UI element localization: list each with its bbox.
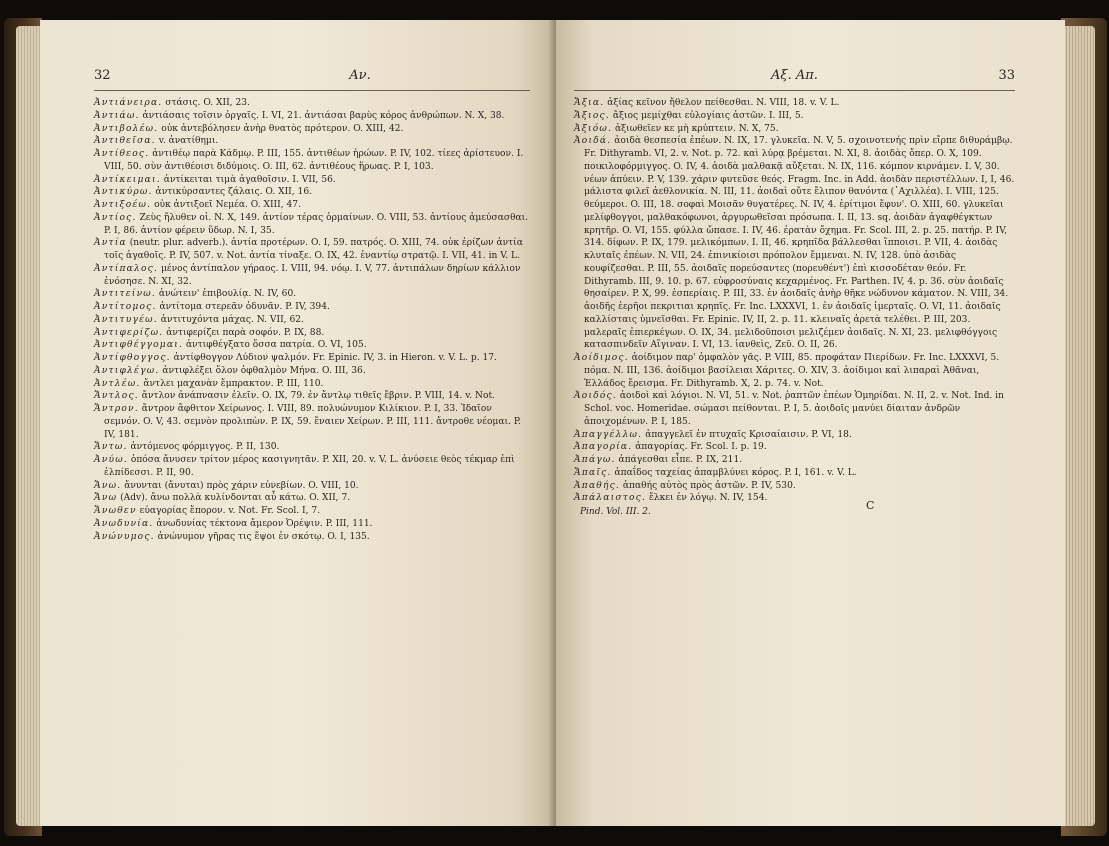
lexicon-entry [94,403,530,441]
entry-text: (Adv). ἄνω πολλὰ κυλίνδονται αὖ κάτω. O. XII, 7. [120,493,351,504]
entry-text: ἀπάγεσθαι εἶπε. P. IX, 211. [618,455,743,465]
lexicon-entry [574,441,1015,454]
entry-text: ἄξιος μεμίχθαι εὐλογίαις ἀστῶν. I. III, 5. [612,110,804,121]
entry-text: ὁπόσα ἄνυσεν τρίτον μέρος κασιγνητᾶν. P. XII, 20. v. V. L. ἀνύσειε θεὸς τέκμαρ ἐπὶ ἐλπίδεσσι. P. II, 90. [104,455,515,478]
lexicon-entry [574,110,1015,123]
lexicon-entry [574,390,1015,428]
entry-lemma: Ἀντία [94,238,127,249]
lexicon-entry [94,148,530,174]
lexicon-entry [574,97,1015,110]
lexicon-entry [94,301,530,314]
entry-lemma: Ἀντιφερίζω. [94,327,164,338]
lexicon-entry [94,365,530,378]
entry-text: οὐκ ἀντεβόλησεν ἀνὴρ θνατὸς πρότερον. O. XIII, 42. [161,123,404,134]
entry-lemma: Ἄξιος. [574,110,610,121]
right-page [556,20,1065,826]
signature-letter: C [866,499,875,512]
entry-lemma: Ἀπαγγέλλω. [574,429,643,440]
entry-lemma: Ἄνωθεν [94,506,137,516]
entry-lemma: Ἀοιδός. [574,391,617,402]
lexicon-entry [94,390,530,403]
lexicon-entry [574,429,1015,442]
lexicon-entry [94,263,530,289]
lexicon-entry [94,288,530,301]
lexicon-entry [94,212,530,238]
lexicon-entry [94,327,530,340]
lexicon-entry [94,352,530,365]
entry-lemma: Ἀντιάνειρα. [94,98,163,108]
lexicon-entry [94,492,530,505]
entry-text: ἀοιδὰ θεσπεσία ἐπέων. N. IX, 17. γλυκεῖα. N. V, 5. σχοινοτενής πρὶν εἴρπε διθυράμβῳ. Fr. Dithyramb. VI, 2. v. Not. p. 72. καὶ λύρᾳ βρέμεται. N. XI, 8. ἀοιδὰς ὄπερ. O. X, 109. ποικιλοφόρμιγγος. O. IV, 4. ἀοιδὰ μαλθακᾷ αὔξεται. N. IX, 116. κόμπον κιρνάμεν. I. V, 30. νέων ἀπύειν. P. V, 139. χάριν φυτεῦσε θεός. Fragm. Inc. in Add. ἀοιδὰν περιστέλλων. I, I, 46. μάλιστα φιλεῖ ἀεθλονικία. N. III, 11. ἀοιδαὶ οὔτε ἔλιπον θανόντα (᾽Αχιλλέα). I. VIII, 125. θεύμεροι. O. III, 18. σοφαὶ Μοισᾶν θυγατέρες. N. IV, 4. ἐρίτιμοι ἔφυν'. O. XIII, 60. γλυκεῖαι μελίφθογγοι, μαλθακόφωνοι, ἀργυρωθεῖσαι πρόσωπα. I. II, 13. sq. ἀοιδὰν ἀγαφθέγκτων κρητῆρ. O. VI, 155. φύλλα ὤπασε. I. IV, 46. ἐρατὰν ὄχημα. Fr. Scol. III, 2. p. 25. πατήρ. P. IV, 314. δίφων. P. IX, 179. μελικόμπων. I. II, 46. κρηπῖδα βάλλεσθαι ἵπποισι. P. VII, 4. ἀοιδὰς κλυταῖς ἐπέων. N. VII, 24. ἐπινικίοισι πρόπολον ἔμμεναι. N. IV, 128. ὑπὸ ἀσιδὰς κουφίζεσθαι. P. III, 55. ἀοιδαῖς πορεύσαντες (πορευθέντ') ἐπὶ κισσοδέταν θεόν. Fr. Dithyramb. III, 9. 10. p. 67. εὐφροσύναις κεχαρμένος. Fr. Parthen. IV, 4. p. 36. σὺν ἀοιδαῖς θησαίρεν. P. X, 99. ἐσπερίαις. P. III, 33. ἐν ἀοιδαῖς ἀνὴρ θῆκε νώδυνον κάματον. N. VIII, 34. ἀοιδῆς ἐερῆοι πεκριτιαι κρηπῖς. Fr. Inc. LXXXVI, 1. ἐν ἀοιδαῖς ἱμερταῖς. O. VI, 11. ἀοιδαῖς καλλίσταις ὑμνεῖσθαι. Fr. Epinic. IV, II, 2. p. 11. κλειναῖς ἀρετὰ τελέθει. P. III, 203. μαλεραῖς ἐπιερκέγων. O. IX, 34. μελιδοῦποισι μελιζέμεν ἀοιδαῖς. N. XI, 23. μελιφθόγγοις κατασπινδεῖν Αἴγιναν. I. VI, 13. ἰανθεὶς, Ζεῦ. O. II, 26. [584,136,1015,351]
lexicon-entry [94,339,530,352]
lexicon-entry [574,480,1015,493]
lexicon-entry [94,531,530,544]
lexicon-entry [94,135,530,148]
entry-lemma: Ἀντιφθέγγομαι. [94,340,184,351]
right-page-header [574,68,1015,90]
entry-lemma: Ἄνω. [94,480,122,491]
entry-text: ἀντιτυχόντα μάχας. N. VII, 62. [160,314,304,325]
lexicon-entry [574,454,1015,467]
right-page-number: 33 [998,68,1015,83]
entry-lemma: Ἀντιφλέγω. [94,365,160,376]
entry-lemma: Ἀντίθεος. [94,149,150,159]
lexicon-entry [94,518,530,531]
entry-text: ἀξίας κεῖνον ἤθελον πείθεσθαι. N. VIII, 18. v. V. L. [607,98,840,108]
entry-lemma: Ἀοιδά. [574,136,612,147]
entry-text: ἀντίτομα στερεᾶν ὀδυνᾶν. P. IV, 394. [159,302,330,312]
entry-lemma: Ἀντίπαλος. [94,263,159,274]
lexicon-entry [94,314,530,327]
entry-lemma: Ἀντιξοέω. [94,200,152,210]
lexicon-entry [94,174,530,187]
entry-lemma: Ἀντλέω. [94,378,141,389]
left-page [40,20,556,826]
left-entry-list [94,97,530,543]
lexicon-entry [94,378,530,391]
lexicon-entry [574,352,1015,390]
entry-text: ἄντλει μαχανὰν ἔμπρακτον. P. III, 110. [143,378,324,389]
entry-lemma: Ἀπαθής. [574,480,620,491]
entry-text: μένος ἀντίπαλον γήραος. I. VIII, 94. νόῳ. I. V, 77. ἀντιπάλων δηρίων κάλλιον ἐνόσησε. N. XI, 32. [104,263,521,287]
lexicon-entry [94,186,530,199]
entry-text: Ζεὺς ἤλυθεν οἱ. N. X, 149. ἀντίον τέρας ὁρμαίνων. O. VIII, 53. ἀντίους ἀμεύσασθαι. P. I, 86. ἀντίον φέρειν ὕδωρ. N. I, 35. [104,212,529,236]
right-header-rule [574,90,1015,91]
entry-lemma: Ἀνώνυμος. [94,531,155,542]
entry-text: ἔλκει ἐν λόγῳ. N. IV, 154. [648,493,768,504]
entry-lemma: Ἄνω [94,493,118,504]
lexicon-entry [574,467,1015,480]
lexicon-entry [94,97,530,110]
lexicon-entry [94,237,530,263]
entry-text: ἀνωδυνίας τέκτονα ἄμερον Ὀρέψιν. P. III, 111. [156,518,373,529]
left-running-head: Αν. [349,68,371,83]
entry-lemma: Ἄντλος. [94,391,139,402]
entry-text: ἀντιάσαις τοῖσιν ὀργαῖς. I. VI, 21. ἀντιάσαι βαρὺς κόρος ἀνθρώπων. N. X, 38. [142,110,505,121]
entry-text: οὐκ ἀντιξοεῖ Νεμέα. O. XIII, 47. [154,200,301,210]
entry-text: εὐαγορίας ἔπορον. v. Not. Fr. Scol. I, 7. [139,506,321,516]
entry-text: ἀνώτειν' ἐπιβουλίᾳ. N. IV, 60. [158,289,297,300]
entry-lemma: Ἀπάλαιστος. [574,493,647,504]
right-running-head: Αξ. Απ. [771,68,818,83]
entry-lemma: Ἀντιτείνω. [94,289,157,300]
lexicon-entry [94,480,530,493]
lexicon-entry [94,123,530,136]
entry-text: στάσις. O. XII, 23. [165,98,250,108]
entry-text: ἀντιφθέγξατο ὅσσα πατρία. O. VI, 105. [185,340,367,351]
entry-text: ἀντιφλέξει ὅλον ὀφθαλμὸν Μήνα. O. III, 36. [162,365,366,376]
entry-lemma: Ἀοίδιμος. [574,353,629,363]
entry-text: ἀντίκειται τιμὰ ἀγαθοῖσιν. I. VII, 56. [163,174,336,185]
entry-text: ἄνυνται (ἄνυται) πρὸς χάριν εὐνεβίων. O. VIII, 10. [124,480,359,491]
entry-text: ἀνώνυμον γῆρας τις ἕψοι ἐν σκότῳ. O. I, 135. [157,531,370,542]
right-entry-list [574,97,1015,505]
entry-lemma: Ἀνωδυνία. [94,518,154,529]
lexicon-entry [574,123,1015,136]
entry-lemma: Ἀπαγορία. [574,442,633,453]
right-page-edges [1061,26,1095,826]
entry-lemma: Ἄντρον. [94,404,139,414]
entry-lemma: Ἀξιόω. [574,123,613,134]
entry-text: ἀξιωθεῖεν κε μὴ κρύπτειν. N. X, 75. [615,123,779,134]
signature-mark: Pind. Vol. III. 2. [580,507,651,517]
entry-text: ἀοίδιμον παρ' ὀμφαλὸν γᾶς. P. VIII, 85. προφάταν Πιερίδων. Fr. Inc. LXXXVI, 5. πόμα. N. III, 136. ἀοίδιμοι βασίλειαι Χάριτες. O. XIV, 3. ἀοίδιμοι καὶ λιπαραὶ Ἀθᾶναι, Ἑλλάδος ἔρεισμα. Fr. Dithyramb. X, 2. p. 74. v. Not. [584,353,1000,389]
entry-lemma: Ἀντίκειμαι. [94,174,161,185]
entry-text: ἀντικύρσαντες ζάλαις. O. XII, 16. [155,187,312,198]
entry-text: v. ἀνατίθημι. [158,136,219,147]
entry-text: ἄντρον ἄφθιτον Χείρωνος. I. VIII, 89. πολυώνυμον Κιλίκιον. P. I, 33. Ἰδαῖον σεμνόν. O. V, 43. σεμνὸν προλιπὼν. P. IX, 59. ἔναιεν Χείρων. P. III, 111. ἄντροθε νέομαι. P. IV, 181. [104,404,521,440]
entry-lemma: Ἀντίος. [94,212,137,223]
entry-lemma: Ἀντίτομος. [94,302,157,312]
entry-text: ἀπαγγελεῖ ἐν πτυχαῖς Κρισαίαισιν. P. VI, 18. [645,429,852,440]
entry-text: ἀπαθής αὐτὸς πρὸς ἀστῶν. P. IV, 530. [622,480,796,491]
entry-lemma: Ἀντιβολέω. [94,123,159,134]
entry-lemma: Ἀντίφθογγος. [94,353,171,363]
lexicon-entry [94,441,530,454]
entry-lemma: Ἀντιθεῖσα. [94,136,156,147]
entry-text: ἀντίφθογγον Λύδιον ψαλμόν. Fr. Epinic. IV, 3. in Hieron. v. V. L. p. 17. [173,353,497,363]
entry-lemma: Ἄπαῖς. [574,467,612,478]
entry-text: ἀντιθέῳ παρὰ Κάδμῳ. P. III, 155. ἀντιθέων ἡρώων. P. IV, 102. τίεες ἀρίστευον. I. VIII, 50. σὺν ἀντιθέοισι διδύμοις. O. III, 62. ἀντιθέους ἥρωας. P. I, 103. [104,149,524,172]
entry-lemma: Ἀνύω. [94,455,128,465]
entry-lemma: Ἄντω. [94,442,128,453]
entry-lemma: Ἀντικύρω. [94,187,153,198]
entry-text: ἀπαγορίας. Fr. Scol. I. p. 19. [635,442,767,453]
lexicon-entry [574,135,1015,352]
left-page-number: 32 [94,68,111,83]
entry-lemma: Ἀπάγω. [574,455,616,465]
left-header-rule [94,90,530,91]
entry-lemma: Ἄξια. [574,98,605,108]
entry-text: ἀντόμενος φόρμιγγος. P. II, 130. [130,442,280,453]
entry-text: ἄντλον ἀνάπνασιν ἐλεῖν. O. IX, 79. ἐν ἄντλῳ τιθεῖς ἔβριν. P. VIII, 14. v. Not. [141,391,496,402]
lexicon-entry [574,492,1015,505]
lexicon-entry [94,505,530,518]
lexicon-entry [94,110,530,123]
entry-lemma: Ἀντιάω. [94,110,140,121]
entry-lemma: Ἀντιτυγέω. [94,314,158,325]
lexicon-entry [94,454,530,480]
lexicon-entry [94,199,530,212]
entry-text: (neutr. plur. adverb.). ἀντία προτέρων. O. I, 59. πατρός. O. XIII, 74. οὐκ ἐρίζων ἀντία τοῖς ἀγαθοῖς. P. IV, 507. v. Not. ἀντία τίναξε. O. IX, 42. ἐναντίῳ στρατῷ. I. VII, 41. in V. L. [104,238,523,261]
entry-text: ἀπαΐδος ταχείας ἀπαμβλύνει κόρος. P. I, 161. v. V. L. [614,467,857,478]
left-page-header [94,68,530,90]
entry-text: ἀντιφερίζει παρὰ σοφόν. P. IX, 88. [166,327,325,338]
entry-text: ἀοιδοὶ καὶ λόγιοι. N. VI, 51. v. Not. ῥαπτῶν ἐπέων Ὁμηρίδαι. N. II, 2. v. Not. Ind. in Schol. voc. Homeridae. σώμασι πείθονται. P. I, 5. ἀοιδοῖς μανύει δίαιταν ἀνδρῶν ἀποιχομένων. P. I, 185. [584,391,1004,427]
